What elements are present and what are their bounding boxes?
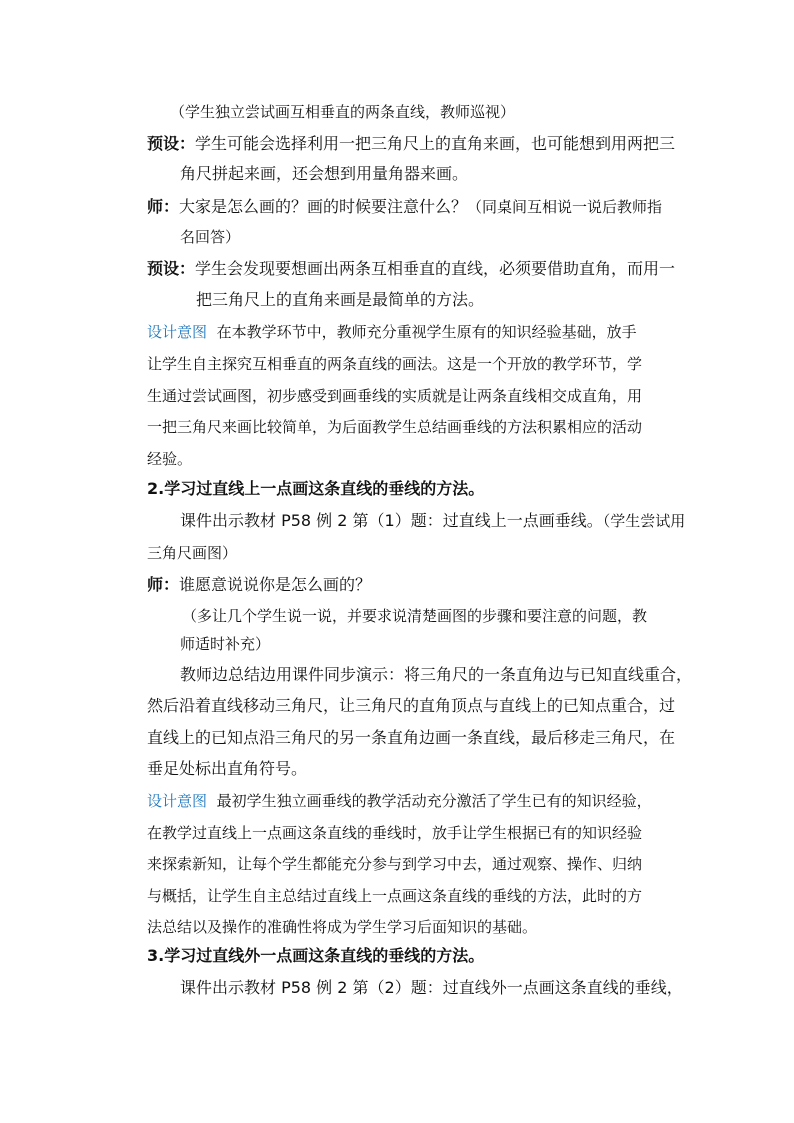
activity-note-2-cont: 师适时补充） [180,635,271,653]
preset-text-cont: 角尺拼起来画，还会想到用量角器来画。 [180,164,469,183]
teacher-paragraph-1 [147,196,662,218]
summary-paragraph-cont: 直线上的已知点沿三角尺的另一条直角边画一条直线，最后移走三角尺，在 [147,728,676,747]
courseware-note: （学生尝试用 [602,512,686,530]
courseware-text: 课件出示教材 P58 例 2 第（1）题：过直线上一点画垂线。 [180,511,603,530]
summary-paragraph-cont: 然后沿着直线移动三角尺，让三角尺的直角顶点与直线上的已知点重合，过 [147,696,676,715]
design-intent-text: 让学生自主探究互相垂直的两条直线的画法。这是一个开放的教学环节，学 [147,355,643,373]
summary-paragraph-cont: 垂足处标出直角符号。 [147,759,308,778]
design-intent-text: 来探索新知，让每个学生都能充分参与到学习中去，通过观察、操作、归纳 [147,855,643,873]
design-intent-text: 在本教学环节中，教师充分重视学生原有的知识经验基础，放手 [216,323,637,341]
design-intent-text: 与概括，让学生自主总结过直线上一点画这条直线的垂线的方法，此时的方 [147,887,643,905]
courseware-paragraph-2: 课件出示教材 P58 例 2 第（2）题：过直线外一点画这条直线的垂线， [180,978,683,997]
activity-note: （学生独立尝试画互相垂直的两条直线，教师巡视） [170,103,516,121]
teacher-paragraph-2 [147,574,371,596]
design-intent-text: 经验。 [147,450,193,468]
teacher-label: 师： [147,575,180,594]
preset-text-cont: 把三角尺上的直角来画是最简单的方法。 [196,290,485,309]
activity-note-2: （多让几个学生说一说，并要求说清楚画图的步骤和要注意的问题，教 [182,607,648,625]
design-intent-1 [147,321,637,343]
teacher-label: 师： [147,197,180,216]
design-intent-text: 最初学生独立画垂线的教学活动充分激活了学生已有的知识经验， [216,792,652,810]
design-intent-text: 一把三角尺来画比较简单，为后面教学生总结画垂线的方法积累相应的活动 [147,418,643,436]
design-intent-label: 设计意图 [147,323,208,341]
preset-label: 预设： [147,259,196,278]
teacher-text: 大家是怎么画的？画的时候要注意什么？ [179,197,468,216]
courseware-note-cont: 三角尺画图） [147,544,238,562]
preset-paragraph-2 [147,258,675,280]
preset-text: 学生可能会选择利用一把三角尺上的直角来画，也可能想到用两把三 [195,134,676,153]
design-intent-2 [147,790,652,812]
teacher-note-cont: 名回答） [180,228,241,246]
preset-text: 学生会发现要想画出两条互相垂直的直线，必须要借助直角，而用一 [195,259,676,278]
section-heading-2: 2.学习过直线上一点画这条直线的垂线的方法。 [147,479,485,498]
section-heading-3: 3.学习过直线外一点画这条直线的垂线的方法。 [147,946,485,965]
design-intent-label: 设计意图 [147,792,208,810]
summary-paragraph: 教师边总结边用课件同步演示：将三角尺的一条直角边与已知直线重合， [180,665,693,684]
courseware-paragraph-1 [180,510,685,532]
design-intent-text: 法总结以及操作的准确性将成为学生学习后面知识的基础。 [147,918,538,936]
design-intent-text: 生通过尝试画图，初步感受到画垂线的实质就是让两条直线相交成直角，用 [147,387,643,405]
teacher-text: 谁愿意说说你是怎么画的？ [179,575,372,594]
teacher-note: （同桌间互相说一说后教师指 [467,198,663,216]
preset-paragraph-1 [147,133,675,155]
preset-label: 预设： [147,134,196,153]
design-intent-text: 在教学过直线上一点画这条直线的垂线时，放手让学生根据已有的知识经验 [147,824,643,842]
